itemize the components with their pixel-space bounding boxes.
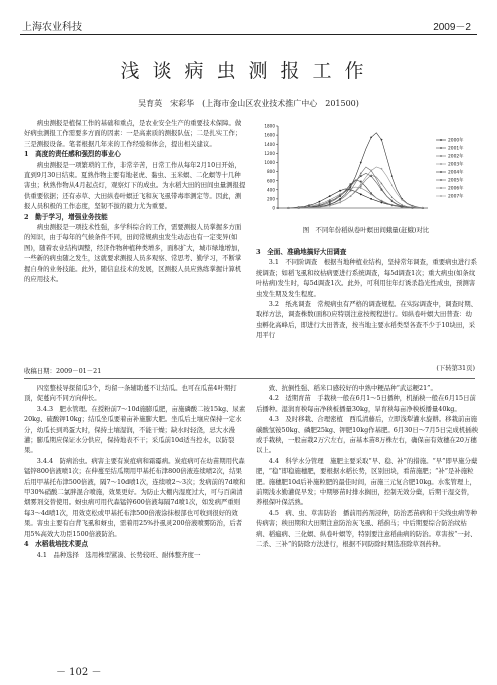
received-date: 收稿日期：2009－01－21 <box>24 367 102 375</box>
paragraph: 4.2 适期育苗 手栽秧一般在6月1～5日播种，机插秧一般在6月15日前后播种。湿润育秧每亩净秧板播量30kg，旱育秧每亩净秧板播量40kg。 <box>256 394 476 413</box>
y-tick-label: 800 <box>267 169 275 175</box>
legend-marker <box>440 187 442 189</box>
moth-count-chart <box>258 120 474 220</box>
y-tick-label: 1000 <box>264 160 275 166</box>
figure-caption: 图 不同年份稻纵卷叶螟田间蛾量(赶蛾)对比 <box>302 226 430 234</box>
journal-name: 上海农业科技 <box>22 22 82 33</box>
data-point <box>339 190 341 192</box>
section-heading: 1 高度的责任感和强烈的事业心 <box>24 150 121 159</box>
column-1 <box>24 118 246 285</box>
paragraph: 4.1 品种选择 选用株型紧凑、长势较旺、耐体整齐度一 <box>36 550 201 559</box>
legend-marker <box>440 171 442 173</box>
column-3 <box>24 383 246 560</box>
running-header <box>20 14 477 35</box>
column-2 <box>256 247 478 341</box>
legend-marker <box>440 139 442 141</box>
paragraph: 致、抗倒性强、稻米口感较好的中熟中粳品种“武运粳21”。 <box>268 384 437 392</box>
paragraph: 3.1 不同阶调查 根据当地种植业结构，坚持常年调查，重要病虫进行系统调查；如稻飞虱和纹枯病要进行系统调查，每5d调查1次；重大病虫(如条纹叶枯病)发生时，每5d调查1次。此外，可利用往年灯诱杀趋光性成虫，预测害虫发生期及发生程度。 <box>256 258 478 298</box>
paragraph: 4.3 及时移栽、合理密植 西瓜清藤后，立即浅犁灌水旋耕。移栽前亩施碳酸氢铵50kg、磷肥25kg、钾肥10kg作基肥。6月30日～7月5日完成机插秧或手栽秧，一般亩栽2万穴左右，亩基本苗8万株左右，确保亩有效穗在20万穗以上。 <box>256 415 478 455</box>
data-point <box>318 201 320 203</box>
data-point <box>391 175 393 177</box>
legend-label: 2001年 <box>448 146 464 152</box>
data-point <box>339 198 341 200</box>
series-line <box>278 187 428 208</box>
section-heading: 3 全面、准确地搞好大田调查 <box>256 248 347 256</box>
legend-marker <box>440 195 442 197</box>
data-point <box>370 174 372 176</box>
y-tick-label: 400 <box>267 187 275 193</box>
data-point <box>391 200 393 202</box>
legend-marker <box>440 179 442 181</box>
data-point <box>381 189 383 191</box>
legend-marker <box>440 163 442 165</box>
paragraph: 病虫测报是一项繁琐的工作，非常辛苦，日常工作从每年2月10日开始，直到9月30日结束。夏熟作物主要有地老虎、黏虫、玉米螟、二化螟等十几种害虫；秋熟作物从4月起点灯，观察灯下的成虫。为水稻大田的田间虫量测报提供重要依据；还有赤草、大田纵卷叶螟迁飞和灰飞虱带毒率测定等。因此，测报人员积极的工作态度，坚韧不拔的毅力尤为重要。 <box>24 160 246 211</box>
continued-note: (下转第31页) <box>436 364 475 372</box>
paragraph: 3.2 纸兆调查 常规病虫有严格的调查规程。在实际调查中，调查时期、取样方法，调查株数(面积)应特别注意按规程进行。如纵卷叶螟大田普查：幼虫孵化高峰后，即进行大田普查，按当地主要水稻类型各查不少于10块田，采用平行 <box>256 300 478 340</box>
legend-marker <box>440 155 442 157</box>
y-tick-label: 1600 <box>264 132 275 138</box>
legend-marker <box>440 147 442 149</box>
y-tick-label: 200 <box>267 196 275 202</box>
section-divider <box>24 378 475 379</box>
legend-label: 2006年 <box>448 186 464 192</box>
data-point <box>329 195 331 197</box>
author-line: 吴育英 宋彩华 (上海市金山区农业技术推广中心 201500) <box>138 99 359 108</box>
paragraph: 4.4 科学水分管理 施肥主要采取“早、稳、补”的措施。“早”即早施分蘖肥，“稳”即稳施穗肥，要根据水稻长势，区别田块，看苗施肥；“补”是补施粒肥。施穗肥10d后补施粒肥的最佳时间，亩施三元复合肥10kg。水浆管理上，前期浅水勤灌促早发；中期够苗时排水搁田，控制无效分蘖，后期干湿交替，养根保叶保活熟。 <box>256 456 478 507</box>
data-point <box>339 195 341 197</box>
y-tick-label: 600 <box>267 178 275 184</box>
data-point <box>381 139 383 141</box>
data-point <box>370 136 372 138</box>
data-point <box>360 193 362 195</box>
data-point <box>350 185 352 187</box>
data-point <box>350 183 352 185</box>
data-point <box>360 162 362 164</box>
y-tick-label: 0 <box>272 205 275 211</box>
paragraph: 四室整枝导探留瓜3个，均留一条辅助蔓不让结瓜。也可在瓜苗4叶期打顶，促蔓向不同方向伸长。 <box>24 384 237 403</box>
paragraph: 3.4.3 肥水管理。在授粉前7～10d施膨瓜肥，亩施磷酸二铵15kg、尿素20kg、硫酸钾10kg；结瓜坐瓜要着亩补施膨大肥。坐瓜后土壤应保持一定水分，幼瓜长到鸡蛋大时，保持土壤湿润，不能干燥；缺水时轻浇，忌大水漫灌；膨瓜期应保证水分供应，保持地表不干；采瓜前10d适当控水，以防裂果。 <box>24 404 246 455</box>
section-heading: 4 水稻栽培技术要点 <box>24 540 88 549</box>
data-point <box>329 202 331 204</box>
data-point <box>360 175 362 177</box>
series-line <box>278 133 428 208</box>
legend-label: 2007年 <box>448 194 464 200</box>
y-tick-label: 1800 <box>264 123 275 129</box>
paragraph: 病虫测报是一项技术性强，多学科综合的工作，需要测报人员掌握多方面的知识，由于每年的气候条件不同，田间常规病虫发生动态也有一定变异(如图)，随着农业结构调整，经济作物种植种类增多，面积扩大，城市绿地增加，一些新的病虫随之发生，这就要求测报人员多观察、常思考、勤学习，不断掌握自身的业务技能。此外，随信息技术的发展，区测报人员应熟练掌握计算机的应用技术。 <box>24 223 244 284</box>
data-point <box>360 181 362 183</box>
series-line <box>278 189 428 208</box>
y-tick-label: 1200 <box>264 150 275 156</box>
paragraph: 4.5 病、虫、草害防治 播前用药剂浸种，防治恶苗病和干尖线虫病等种传病害；秧田期和大田期注意防治灰飞虱、稻蓟马；中后期要综合防治纹枯病、稻瘟病、三化螟、纵卷叶螟等，特别要注意稻曲病的防治。草害按“一封、二杀、三补”的防除方法进行，根据不同防除时期选准除草剂药种。 <box>256 508 478 549</box>
paragraph: 3.4.4 防病治虫。病害主要有炭疽病和霜霉病。炭疽病可在幼苗期用代森锰锌800倍液喷1次；在伸蔓至结瓜期用甲基托布津800倍液连续喷2次，结果后用甲基托布津500倍液，隔7～10d喷1次，连续喷2～3次；发病前的7d喷和甲30%硝酸二氯胖混合喷施，效果更好。为防止大棚内湿度过大，可与百菌清烟雾剂交替使用。蚜虫病可用代森锰锌600倍液每隔7d喷1次，如发病严重则每3～4d喷1次，用效克松或甲基托布津500倍液涂抹根部也可收到很好的效果。害虫主要有白背飞虱和蚜虫，需着用25%扑虱灵200倍液喷雾防治，后者用5%高效大功臣1500倍液防治。 <box>24 456 246 538</box>
section-heading: 2 勤于学习，增强业务技能 <box>24 212 108 221</box>
page-number: － 102 － <box>56 667 102 678</box>
article-title: 浅谈病虫测报工作 <box>120 60 377 82</box>
legend-label: 2000年 <box>448 138 464 144</box>
legend-label: 2004年 <box>448 170 464 176</box>
paragraph: 病虫测报是植保工作的基础和重点，是农业安全生产的重要技术保障。做好病虫测报工作需要多方面的因素：一是高素质的测报队伍；二是扎实工作；三是测报设备。笔者根据几年来的工作经验和体会，提出相关建议。 <box>24 119 242 148</box>
legend-label: 2005年 <box>448 178 464 184</box>
y-tick-label: 1400 <box>264 141 275 147</box>
series-line <box>278 175 428 208</box>
data-point <box>370 198 372 200</box>
column-4 <box>256 383 478 550</box>
issue-number: 2009－2 <box>433 22 471 33</box>
legend-label: 2002年 <box>448 154 464 160</box>
legend-label: 2003年 <box>448 162 464 168</box>
